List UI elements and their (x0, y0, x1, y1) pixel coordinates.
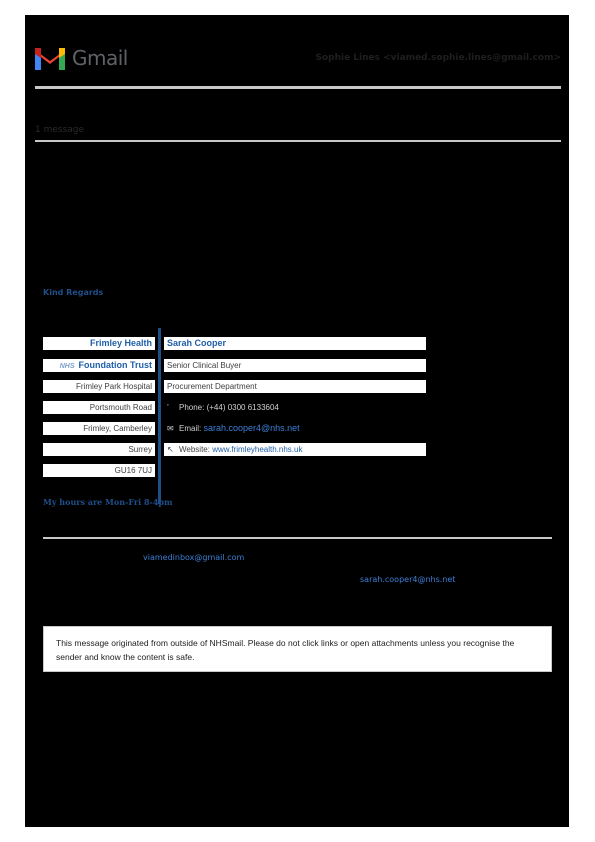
phone-icon: ’ (167, 403, 169, 412)
quoted-to-email-link[interactable]: sarah.cooper4@nhs.net (360, 575, 456, 584)
thread-divider (35, 140, 561, 142)
sig-org-name: Frimley Health (43, 337, 155, 350)
signature-divider (158, 328, 161, 504)
sig-email-link[interactable]: sarah.cooper4@nhs.net (203, 423, 300, 433)
cursor-icon: ↖ (167, 445, 174, 454)
sig-person-name: Sarah Cooper (164, 337, 426, 350)
sig-address-line: Surrey (43, 443, 155, 456)
external-sender-warning: This message originated from outside of NHSmail. Please do not click links or open attachments unless you recognise the sender and know the content is safe. (43, 626, 552, 672)
header-divider (35, 86, 561, 89)
account-address: Sophie Lines <viamed.sophie.lines@gmail.com> (315, 53, 561, 63)
email-print-page (25, 15, 569, 827)
sig-org-trust (43, 359, 155, 372)
closing-text: Kind Regards (43, 288, 104, 297)
sig-trust-label: Foundation Trust (78, 360, 152, 370)
sig-address-line: GU16 7UJ (43, 464, 155, 477)
quoted-from-email-link[interactable]: viamedinbox@gmail.com (143, 553, 245, 562)
sig-department: Procurement Department (164, 380, 426, 393)
sig-website (164, 443, 426, 456)
sig-email (164, 422, 426, 435)
working-hours: My hours are Mon-Fri 8-4pm (43, 497, 173, 507)
sig-address-line: Portsmouth Road (43, 401, 155, 414)
message-count: 1 message (35, 125, 85, 135)
sig-email-label: Email: (179, 424, 202, 433)
quote-divider (43, 537, 552, 539)
sig-website-label: Website: (179, 445, 210, 454)
sig-phone-text: Phone: (+44) 0300 6133604 (179, 403, 279, 412)
sig-address-line: Frimley Park Hospital (43, 380, 155, 393)
sig-phone (164, 401, 426, 414)
gmail-logo-icon (33, 45, 67, 71)
sig-address-line: Frimley, Camberley (43, 422, 155, 435)
sig-website-link[interactable]: www.frimleyhealth.nhs.uk (212, 445, 303, 454)
sig-job-title: Senior Clinical Buyer (164, 359, 426, 372)
envelope-icon: ✉ (167, 424, 174, 433)
gmail-wordmark: Gmail (72, 46, 128, 70)
nhs-badge: NHS (59, 363, 75, 370)
